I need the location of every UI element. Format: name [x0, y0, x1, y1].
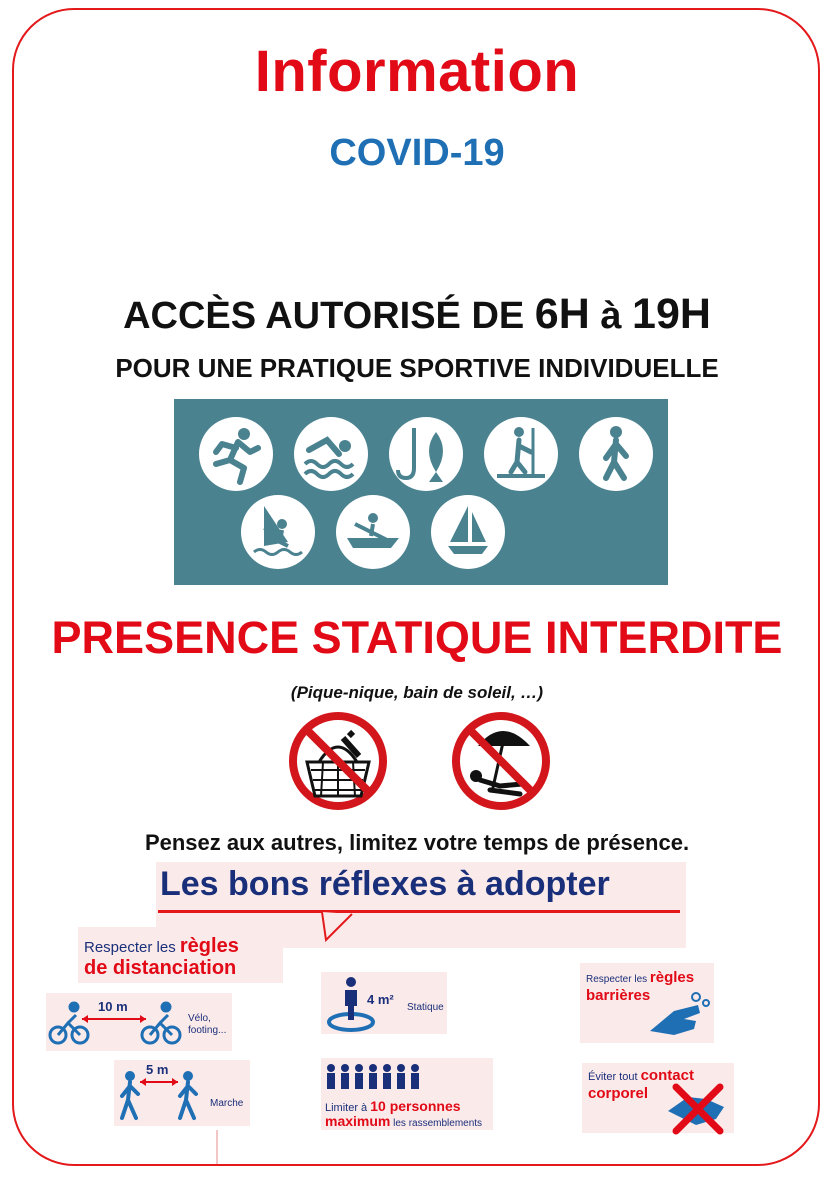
rowing-boat-icon	[336, 495, 410, 569]
sailboat-icon	[431, 495, 505, 569]
group-bold: 10 personnes	[370, 1098, 461, 1114]
barrier-prefix: Respecter les	[586, 974, 648, 985]
access-mid: à	[600, 295, 622, 337]
access-prefix: ACCÈS AUTORISÉ DE	[123, 295, 525, 337]
fishing-icon	[389, 417, 463, 491]
barrier-bold: règles	[649, 969, 695, 986]
swimming-icon	[294, 417, 368, 491]
speech-tail	[318, 912, 358, 944]
walk-distance: 5 m	[146, 1062, 169, 1077]
windsurf-icon	[241, 495, 315, 569]
purpose-text: POUR UNE PRATIQUE SPORTIVE INDIVIDUELLE	[115, 353, 719, 383]
reminder-text: Pensez aux autres, limitez votre temps de présence.	[144, 830, 690, 855]
static-area: 4 m²	[367, 992, 394, 1007]
paddle-board-icon	[484, 417, 558, 491]
reflexes-underline	[158, 910, 680, 913]
bike-distance: 10 m	[98, 999, 128, 1014]
distancing-card	[78, 927, 283, 983]
forbidden-examples: (Pique-nique, bain de soleil, …)	[290, 683, 544, 702]
static-label: Statique	[407, 1002, 444, 1013]
access-to: 19H	[632, 290, 711, 338]
no-sunbathing-icon	[450, 710, 552, 812]
contact-bold2: corporel	[588, 1085, 649, 1102]
contact-prefix: Éviter tout	[588, 1071, 638, 1083]
distance-arrow-2	[140, 1078, 178, 1086]
sports-panel	[174, 399, 668, 585]
walk-card	[114, 1060, 250, 1126]
group-card	[321, 1058, 493, 1130]
distance-arrow	[82, 1015, 146, 1023]
group-prefix: Limiter à	[325, 1102, 368, 1114]
distancing-prefix: Respecter les	[84, 939, 176, 956]
walk-label: Marche	[210, 1098, 244, 1109]
no-handshake-icon	[662, 1077, 732, 1137]
no-picnic-icon	[287, 710, 389, 812]
running-icon	[199, 417, 273, 491]
cyclist-icon-2	[142, 1003, 180, 1043]
decorative-divider	[216, 1130, 236, 1164]
barrier-card	[580, 963, 714, 1043]
walker-icon	[122, 1071, 138, 1118]
group-suffix: les rassemblements	[393, 1118, 483, 1129]
contact-bold: contact	[640, 1067, 694, 1084]
forbidden-title: PRESENCE STATIQUE INTERDITE	[51, 612, 783, 663]
bike-label: Vélo, footing...	[188, 1013, 227, 1036]
poster-title: Information	[254, 39, 580, 104]
bike-card	[46, 993, 232, 1051]
access-hours	[0, 290, 834, 339]
access-from: 6H	[534, 290, 590, 338]
walker-icon-2	[180, 1071, 196, 1118]
barrier-bold2: barrières	[586, 987, 651, 1004]
poster-subtitle: COVID-19	[329, 132, 505, 174]
walking-icon	[579, 417, 653, 491]
contact-card	[582, 1063, 734, 1133]
distancing-bold2: de distanciation	[84, 957, 237, 979]
group-icon	[321, 1060, 493, 1090]
cyclist-icon	[50, 1003, 88, 1043]
reflexes-title: Les bons réflexes à adopter	[160, 865, 610, 903]
washing-hands-icon	[644, 991, 714, 1041]
group-bold2: maximum	[325, 1113, 391, 1129]
static-card	[321, 972, 447, 1034]
distancing-bold: règles	[179, 935, 239, 957]
